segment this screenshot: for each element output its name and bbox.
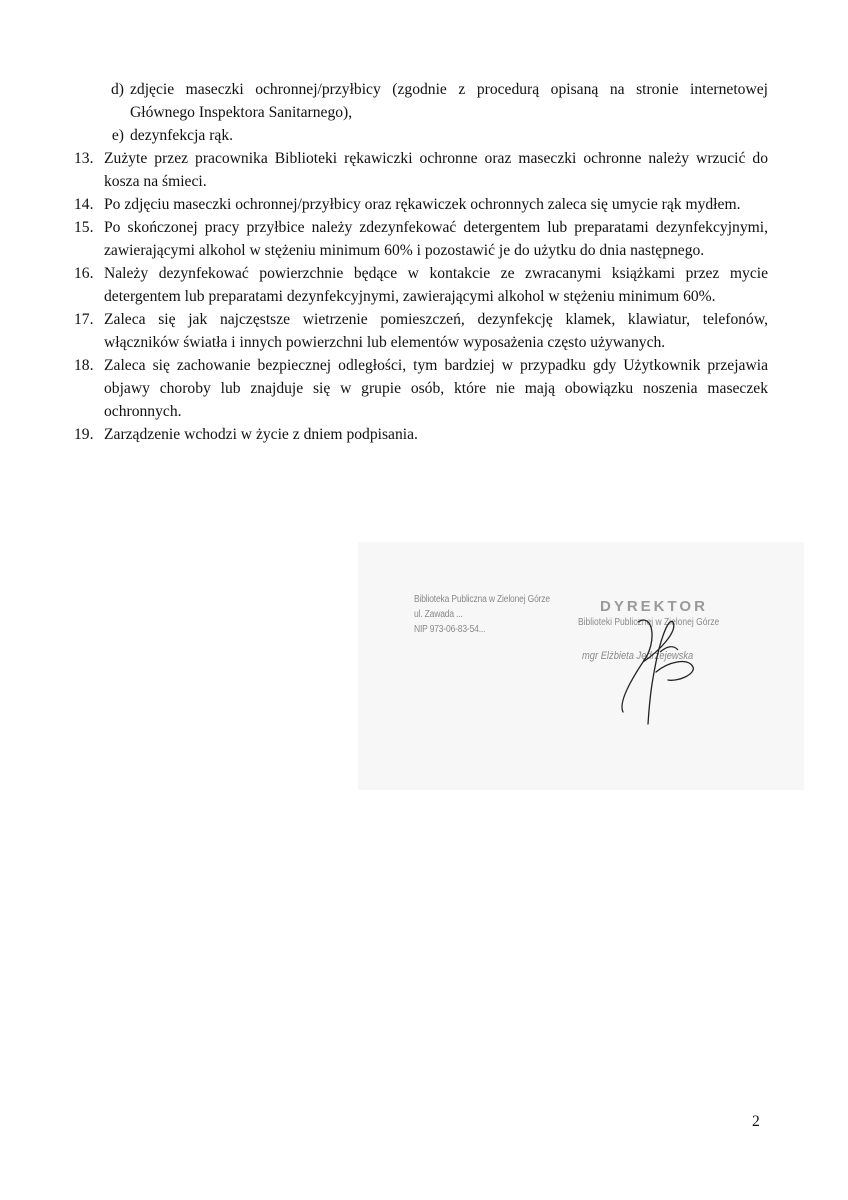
list-item-15 — [74, 216, 768, 262]
stamp-line: Biblioteka Publiczna w Zielonej Górze — [414, 594, 550, 605]
list-marker: 17. — [74, 311, 94, 328]
list-item-e — [74, 124, 768, 147]
list-text: Zużyte przez pracownika Biblioteki rękawiczki ochronne oraz maseczki ochronne należy wrzucić do kosza na śmieci. — [104, 150, 768, 190]
stamp-line: NIP 973-06-83-54... — [414, 624, 486, 635]
list-text: Po skończonej pracy przyłbice należy zdezynfekować detergentem lub preparatami dezynfekcyjnymi, zawierającymi alkohol w stężeniu minimum 60% i pozostawić je do użytku do dnia następnego. — [104, 219, 768, 259]
list-marker: e) — [111, 127, 124, 144]
stamp-line: ul. Zawada ... — [414, 609, 463, 620]
list-marker: 18. — [74, 357, 94, 374]
list-marker: 14. — [74, 196, 94, 213]
list-text: zdjęcie maseczki ochronnej/przyłbicy (zgodnie z procedurą opisaną na stronie internetowej Głównego Inspektora Sanitarnego), — [130, 81, 768, 121]
list-text: dezynfekcja rąk. — [130, 127, 234, 144]
list-item-18 — [74, 354, 768, 423]
list-text: Zarządzenie wchodzi w życie z dniem podpisania. — [104, 426, 418, 443]
list-marker: 15. — [74, 219, 94, 236]
list-text: Zaleca się jak najczęstsze wietrzenie pomieszczeń, dezynfekcję klamek, klawiatur, telefonów, włączników światła i innych powierzchni lub elementów wyposażenia często używanych. — [104, 311, 768, 351]
signature-icon — [598, 602, 718, 732]
list-text: Zaleca się zachowanie bezpiecznej odległości, tym bardziej w przypadku gdy Użytkownik przejawia objawy choroby lub znajduje się w grupie osób, które nie mają obowiązku noszenia maseczek ochronnych. — [104, 357, 768, 420]
list-item-19 — [74, 423, 768, 446]
director-library: Biblioteki Publicznej w Zielonej Górze — [578, 617, 720, 628]
list-marker: 19. — [74, 426, 94, 443]
list-item-14 — [74, 193, 768, 216]
list-text: Należy dezynfekować powierzchnie będące w kontakcie ze zwracanymi książkami przez mycie detergentem lub preparatami dezynfekcyjnymi, zawierającymi alkohol w stężeniu minimum 60%. — [104, 265, 768, 305]
library-stamp — [414, 592, 550, 637]
director-name: mgr Elżbieta Jędrzejewska — [582, 650, 694, 662]
list-item-16 — [74, 262, 768, 308]
list-item-d — [74, 78, 768, 124]
list-marker: 16. — [74, 265, 94, 282]
list-marker: 13. — [74, 150, 94, 167]
document-body — [74, 78, 768, 446]
list-text: Po zdjęciu maseczki ochronnej/przyłbicy oraz rękawiczek ochronnych zaleca się umycie rąk mydłem. — [104, 196, 741, 213]
list-item-17 — [74, 308, 768, 354]
page-number: 2 — [752, 1113, 760, 1130]
list-marker: d) — [111, 81, 124, 98]
list-item-13 — [74, 147, 768, 193]
stamp-and-signature-area — [358, 542, 804, 790]
director-title: DYREKTOR — [600, 598, 708, 615]
